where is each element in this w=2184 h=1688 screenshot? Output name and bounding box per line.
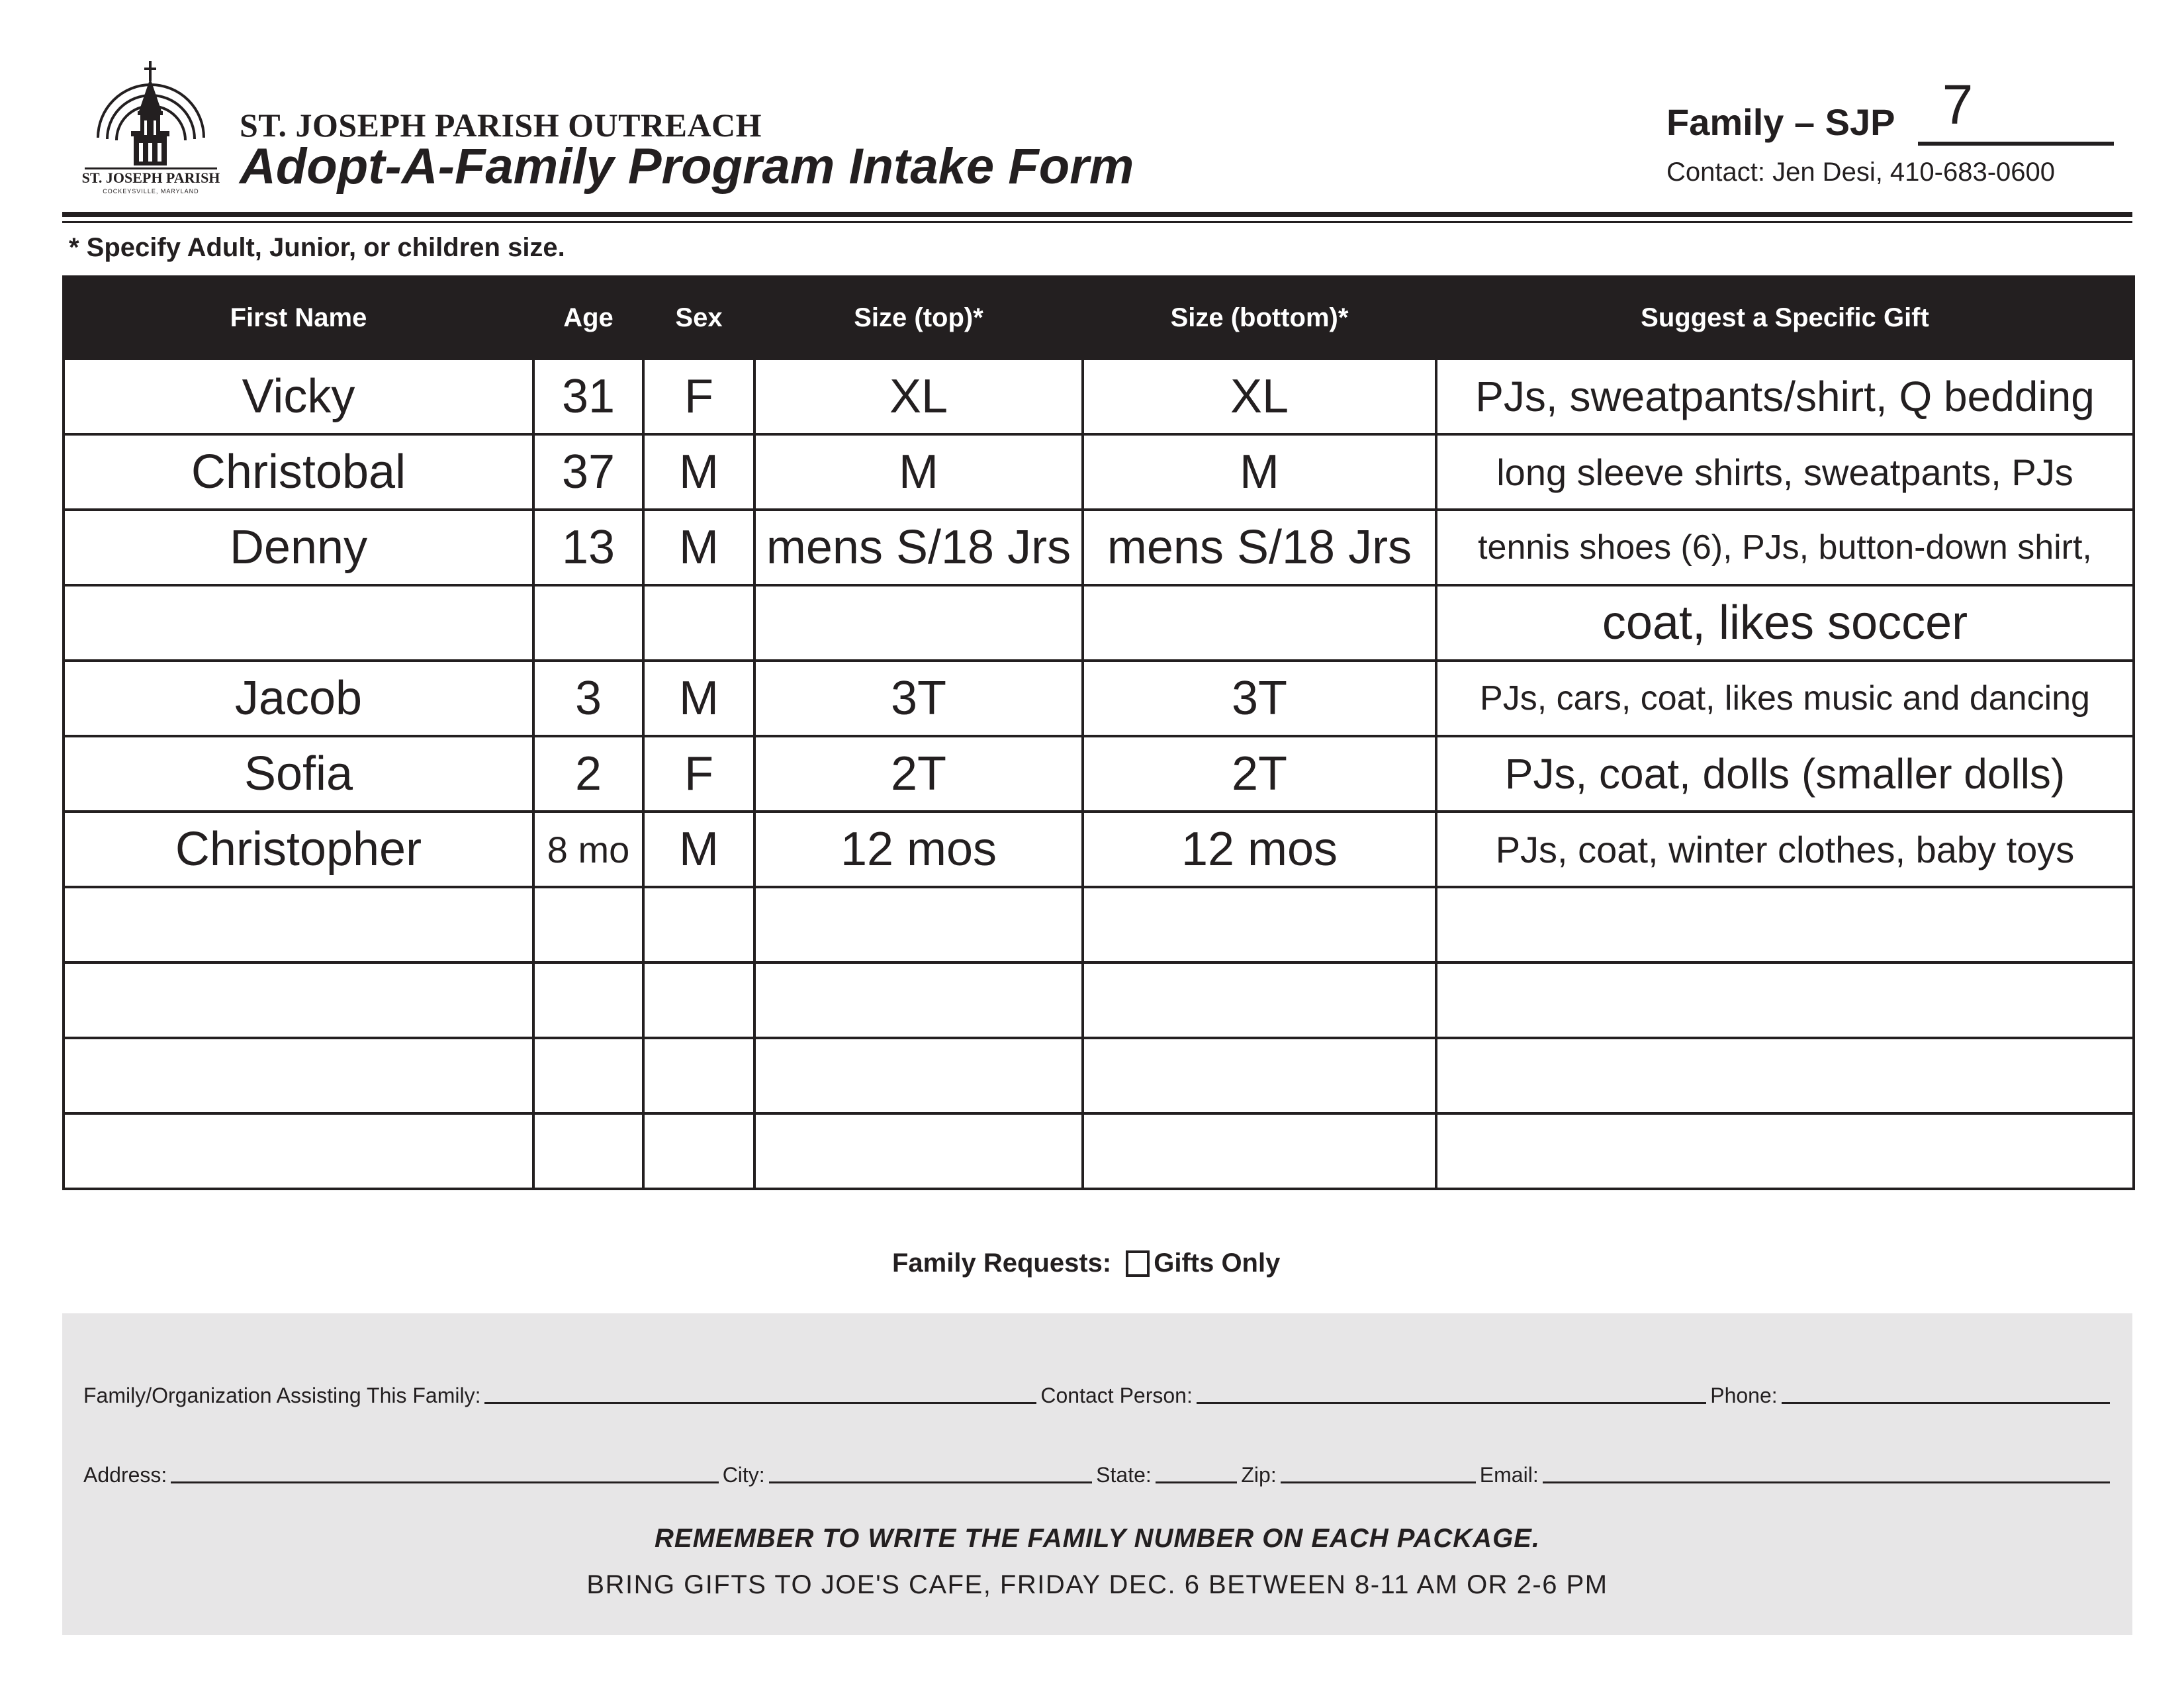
- cell-size-top[interactable]: 2T: [754, 736, 1083, 812]
- cell-age[interactable]: [533, 585, 643, 661]
- table-row: [64, 887, 2134, 962]
- cell-first-name[interactable]: Christobal: [64, 434, 533, 510]
- table-row: [64, 1113, 2134, 1189]
- assisting-org-label: Family/Organization Assisting This Family:: [83, 1383, 481, 1407]
- column-header-gift: Suggest a Specific Gift: [1436, 277, 2134, 359]
- phone-label: Phone:: [1710, 1383, 1778, 1407]
- cell-first-name[interactable]: Jacob: [64, 661, 533, 736]
- cell-size-top[interactable]: 3T: [754, 661, 1083, 736]
- parish-logo: [78, 58, 224, 197]
- phone-field[interactable]: [1782, 1402, 2110, 1404]
- cell-size-top[interactable]: [754, 887, 1083, 962]
- cell-sex[interactable]: M: [643, 434, 754, 510]
- table-row: [64, 510, 2134, 585]
- cell-first-name[interactable]: [64, 1038, 533, 1113]
- cell-first-name[interactable]: [64, 585, 533, 661]
- cell-size-bottom[interactable]: [1083, 585, 1436, 661]
- cell-first-name[interactable]: Sofia: [64, 736, 533, 812]
- family-number-value[interactable]: 7: [1942, 73, 1974, 136]
- table-row: [64, 1038, 2134, 1113]
- state-label: State:: [1096, 1463, 1152, 1487]
- cell-age[interactable]: 13: [533, 510, 643, 585]
- cell-gift[interactable]: tennis shoes (6), PJs, button-down shirt,: [1436, 510, 2134, 585]
- cell-size-bottom[interactable]: XL: [1083, 359, 1436, 434]
- logo-text: ST. JOSEPH PARISH: [81, 169, 220, 186]
- table-row: [64, 736, 2134, 812]
- cell-size-bottom[interactable]: 2T: [1083, 736, 1436, 812]
- size-note: * Specify Adult, Junior, or children size.: [69, 233, 565, 262]
- address-row: [83, 1463, 2114, 1487]
- cell-first-name[interactable]: Christopher: [64, 812, 533, 887]
- header-divider-thin: [62, 221, 2132, 223]
- cell-sex[interactable]: [643, 1113, 754, 1189]
- zip-field[interactable]: [1281, 1481, 1476, 1483]
- cell-gift[interactable]: coat, likes soccer: [1436, 585, 2134, 661]
- table-header-row: [64, 277, 2134, 359]
- table-row: [64, 434, 2134, 510]
- cell-first-name[interactable]: [64, 887, 533, 962]
- table-row: [64, 661, 2134, 736]
- cell-size-bottom[interactable]: 3T: [1083, 661, 1436, 736]
- table-row: [64, 962, 2134, 1038]
- table-row: [64, 812, 2134, 887]
- cell-size-top[interactable]: XL: [754, 359, 1083, 434]
- email-label: Email:: [1479, 1463, 1539, 1487]
- family-member-table: [62, 275, 2135, 1190]
- family-requests-label: Family Requests:: [892, 1248, 1112, 1278]
- drop-off-instructions: BRING GIFTS TO JOE'S CAFE, FRIDAY DEC. 6 BETWEEN 8-11 AM OR 2-6 PM: [586, 1570, 1608, 1599]
- cell-size-top[interactable]: [754, 962, 1083, 1038]
- cell-gift[interactable]: [1436, 1038, 2134, 1113]
- cell-first-name[interactable]: Denny: [64, 510, 533, 585]
- cell-sex[interactable]: F: [643, 359, 754, 434]
- cell-size-bottom[interactable]: 12 mos: [1083, 812, 1436, 887]
- assisting-family-section: [62, 1313, 2132, 1635]
- state-field[interactable]: [1156, 1481, 1238, 1483]
- cell-gift[interactable]: PJs, sweatpants/shirt, Q bedding: [1436, 359, 2134, 434]
- contact-person-label: Contact Person:: [1040, 1383, 1193, 1407]
- form-title: Adopt-A-Family Program Intake Form: [240, 138, 1134, 195]
- cell-age[interactable]: [533, 962, 643, 1038]
- column-header-size-bottom: Size (bottom)*: [1083, 277, 1436, 359]
- cell-sex[interactable]: M: [643, 812, 754, 887]
- cell-sex[interactable]: F: [643, 736, 754, 812]
- city-field[interactable]: [769, 1481, 1092, 1483]
- family-number-label: Family – SJP: [1666, 101, 1895, 143]
- cell-gift[interactable]: [1436, 1113, 2134, 1189]
- cell-size-top[interactable]: 12 mos: [754, 812, 1083, 887]
- cell-first-name[interactable]: Vicky: [64, 359, 533, 434]
- cell-age[interactable]: 37: [533, 434, 643, 510]
- column-header-size-top: Size (top)*: [754, 277, 1083, 359]
- contact-person-field[interactable]: [1197, 1402, 1706, 1404]
- cell-gift[interactable]: [1436, 887, 2134, 962]
- cell-sex[interactable]: [643, 1038, 754, 1113]
- address-label: Address:: [83, 1463, 167, 1487]
- city-label: City:: [722, 1463, 765, 1487]
- table-row: [64, 585, 2134, 661]
- cell-age[interactable]: 31: [533, 359, 643, 434]
- cell-size-bottom[interactable]: M: [1083, 434, 1436, 510]
- logo-subtext: COCKEYSVILLE, MARYLAND: [103, 188, 199, 195]
- gifts-only-label: Gifts Only: [1154, 1248, 1281, 1278]
- org-name: ST. JOSEPH PARISH OUTREACH: [240, 107, 762, 144]
- contact-info: Contact: Jen Desi, 410-683-0600: [1666, 158, 2056, 187]
- cell-sex[interactable]: [643, 962, 754, 1038]
- cell-gift[interactable]: [1436, 962, 2134, 1038]
- cell-sex[interactable]: M: [643, 661, 754, 736]
- family-requests: [892, 1248, 1280, 1278]
- cell-size-bottom[interactable]: mens S/18 Jrs: [1083, 510, 1436, 585]
- email-field[interactable]: [1543, 1481, 2110, 1483]
- column-header-sex: Sex: [643, 277, 754, 359]
- cell-sex[interactable]: [643, 585, 754, 661]
- cell-age[interactable]: [533, 887, 643, 962]
- cell-gift[interactable]: PJs, coat, winter clothes, baby toys: [1436, 812, 2134, 887]
- column-header-age: Age: [533, 277, 643, 359]
- cell-size-top[interactable]: mens S/18 Jrs: [754, 510, 1083, 585]
- cell-age[interactable]: 8 mo: [533, 812, 643, 887]
- gifts-only-checkbox[interactable]: [1126, 1250, 1150, 1277]
- cell-size-bottom[interactable]: [1083, 962, 1436, 1038]
- cell-first-name[interactable]: [64, 962, 533, 1038]
- cell-size-bottom[interactable]: [1083, 1113, 1436, 1189]
- column-header-first-name: First Name: [64, 277, 533, 359]
- cell-size-top[interactable]: [754, 1038, 1083, 1113]
- assisting-org-field[interactable]: [484, 1402, 1036, 1404]
- cell-sex[interactable]: [643, 887, 754, 962]
- cell-gift[interactable]: PJs, coat, dolls (smaller dolls): [1436, 736, 2134, 812]
- cell-gift[interactable]: long sleeve shirts, sweatpants, PJs: [1436, 434, 2134, 510]
- family-number-line: [1918, 142, 2114, 146]
- cell-size-bottom[interactable]: [1083, 1038, 1436, 1113]
- cell-sex[interactable]: M: [643, 510, 754, 585]
- cell-age[interactable]: [533, 1038, 643, 1113]
- assisting-info-row: [83, 1383, 2114, 1408]
- cell-size-bottom[interactable]: [1083, 887, 1436, 962]
- address-field[interactable]: [171, 1481, 718, 1483]
- cell-first-name[interactable]: [64, 1113, 533, 1189]
- zip-label: Zip:: [1241, 1463, 1277, 1487]
- cell-age[interactable]: [533, 1113, 643, 1189]
- reminder-text: REMEMBER TO WRITE THE FAMILY NUMBER ON EACH PACKAGE.: [655, 1524, 1540, 1553]
- header-divider-thick: [62, 212, 2132, 217]
- table-row: [64, 359, 2134, 434]
- cell-size-top[interactable]: M: [754, 434, 1083, 510]
- cell-size-top[interactable]: [754, 1113, 1083, 1189]
- cell-age[interactable]: 3: [533, 661, 643, 736]
- cell-age[interactable]: 2: [533, 736, 643, 812]
- cell-gift[interactable]: PJs, cars, coat, likes music and dancing: [1436, 661, 2134, 736]
- cell-size-top[interactable]: [754, 585, 1083, 661]
